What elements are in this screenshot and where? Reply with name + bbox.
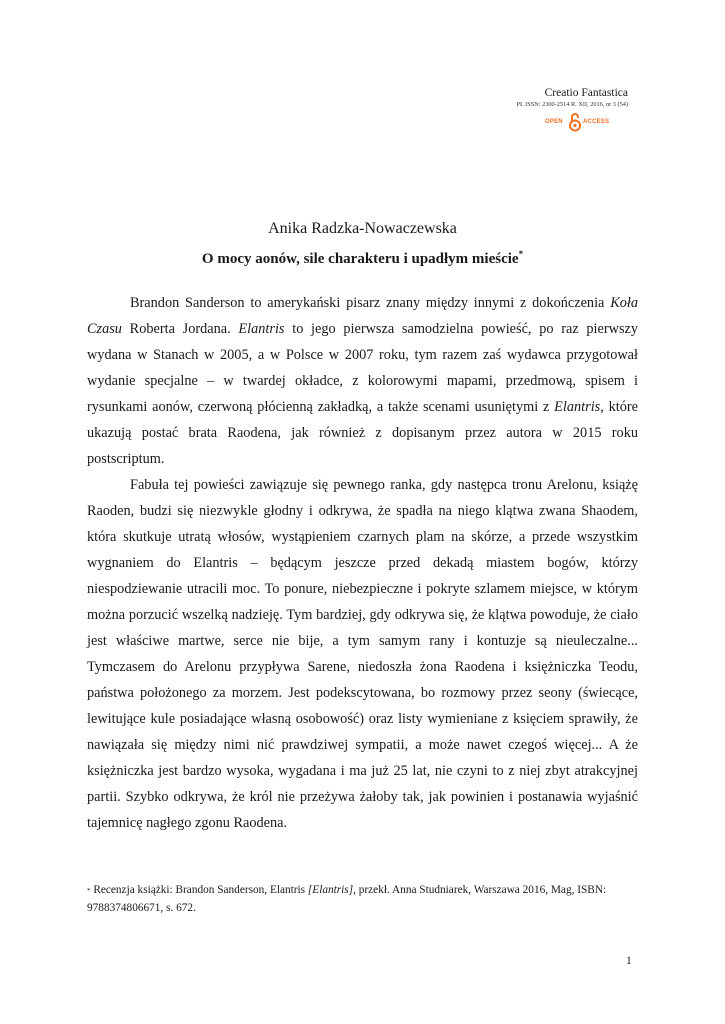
open-access-badge — [545, 112, 613, 132]
journal-name: Creatio Fantastica — [544, 87, 628, 99]
footnote-text-2: , przekł. Anna Studniarek, Warszawa 2016, Mag, ISBN: 9788374806671, s. 672. — [87, 884, 607, 914]
page-number: 1 — [626, 955, 632, 967]
journal-header — [516, 86, 628, 109]
article-body — [87, 290, 638, 836]
paragraph-1 — [87, 290, 638, 472]
open-access-lock-icon — [569, 112, 581, 132]
p1-italic-1: Koła Czasu — [87, 295, 638, 337]
footnote-text-1: Recenzja książki: Brandon Sanderson, Elantris — [90, 884, 308, 896]
open-access-label-left: OPEN — [545, 119, 563, 125]
p1-text-3: to jego pierwsza samodzielna powieść, po raz pierwszy wydana w Stanach w 2005, a w Polsce w 2007 roku, tym razem zaś wydawca przygotował wydanie specjalne – w twardej okładce, z kolorowymi mapami, przedmową, spisem i rysunkami aonów, czerwoną płócienną zakładką, a także scenami usuniętymi z — [87, 321, 639, 415]
journal-issn: PL ISSN: 2300-2514 R. XII, 2016, nr 3 (54) — [516, 101, 628, 108]
p1-text-2: Roberta Jordana. — [121, 321, 239, 337]
footnote-mark: * — [87, 887, 91, 895]
footnote — [87, 881, 638, 917]
p1-text-4: , które ukazują postać brata Raodena, jak również z dopisanym przez autora w 2015 roku postscriptum. — [87, 399, 638, 467]
footnote-italic: [Elantris] — [307, 884, 354, 896]
article-author: Anika Radzka-Nowaczewska — [268, 220, 457, 237]
paragraph-2: Fabuła tej powieści zawiązuje się pewnego ranka, gdy następca tronu Arelonu, książę Raoden, budzi się niezwykle głodny i odkrywa, że spadła na niego klątwa zwana Shaodem, która skutkuje utratą włosów, wystąpieniem czarnych plam na skórze, a przede wszystkim wygnaniem do Elantris – będącym jeszcze przed dekadą miastem bogów, którzy niespodziewanie utracili moc. To ponure, niebezpieczne i pokryte szlamem miejsce, w którym można porzucić wszelką nadzieję. Tym bardziej, gdy odkrywa się, że klątwa powoduje, że ciało jest właściwe martwe, serce nie bije, a tym samym rany i kontuzje są nieuleczalne... Tymczasem do Arelonu przypływa Sarene, niedoszła żona Raodena i księżniczka Teodu, państwa położonego za morzem. Jest podekscytowana, bo rozmowy przez seony (świecące, lewitujące kule posiadające własną osobowość) oraz listy wymieniane z księciem sprawiły, że nawiązała się między nimi nić prawdziwej sympatii, a może nawet czegoś więcej... A że księżniczka jest bardzo wysoka, wygadana i ma już 25 lat, nie czyni to z niej zbyt atrakcyjnej partii. Szybko odkrywa, że król nie przeżywa żałoby tak, jak powinien i postanawia wyjaśnić tajemnicę nagłego zgonu Raodena. — [87, 477, 638, 831]
p1-text-1: Brandon Sanderson to amerykański pisarz znany między innymi z dokończenia — [130, 295, 611, 311]
title-footnote-mark: * — [518, 249, 524, 259]
open-access-label-right: ACCESS — [583, 119, 610, 125]
article-title-text: O mocy aonów, sile charakteru i upadłym mieście — [201, 251, 519, 267]
p1-italic-2: Elantris — [238, 321, 285, 337]
p1-italic-3: Elantris — [554, 399, 601, 415]
article-title — [0, 244, 725, 269]
